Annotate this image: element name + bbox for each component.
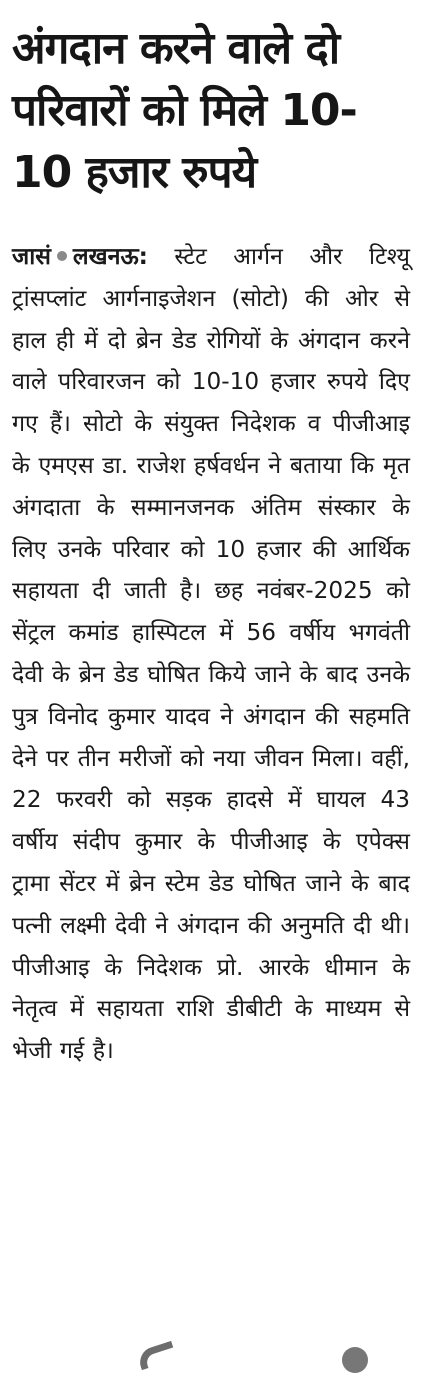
article-headline: अंगदान करने वाले दो परिवारों को मिले 10-10 हजार रुपये (12, 23, 357, 198)
article-body (12, 236, 410, 1072)
article-text: स्टेट आर्गन और टिश्यू ट्रांसप्लांट आर्गनाइजेशन (सोटो) की ओर से हाल ही में दो ब्रेन डेड रोगियों के अंगदान करने वाले परिवारजन को 10-10 हजार रुपये दिए गए हैं। सोटो के संयुक्त निदेशक व पीजीआइ के एमएस डा. राजेश हर्षवर्धन ने बताया कि मृत अंगदाता के सम्मानजनक अंतिम संस्कार के लिए उनके परिवार को 10 हजार की आर्थिक सहायता दी जाती है। छह नवंबर-2025 को सेंट्रल कमांड हास्पिटल में 56 वर्षीय भगवंती देवी के ब्रेन डेड घोषित किये जाने के बाद उनके पुत्र विनोद कुमार यादव ने अंगदान की सहमति देने पर तीन मरीजों को नया जीवन मिला। वहीं, 22 फरवरी को सड़क हादसे में घायल 43 वर्षीय संदीप कुमार के पीजीआइ के एपेक्स ट्रामा सेंटर में ब्रेन स्टेम डेड घोषित जाने के बाद पत्नी लक्ष्मी देवी ने अंगदान की अनुमति दी थी। पीजीआइ के निदेशक प्रो. आरके धीमान के नेतृत्व में सहायता राशि डीबीटी के माध्यम से भेजी गई है। (12, 243, 411, 1065)
bullet-dot-icon (57, 251, 67, 261)
dateline-source: जासं (12, 243, 51, 270)
dateline-place: लखनऊ: (72, 243, 148, 270)
cropped-letter-dot (342, 1347, 368, 1373)
